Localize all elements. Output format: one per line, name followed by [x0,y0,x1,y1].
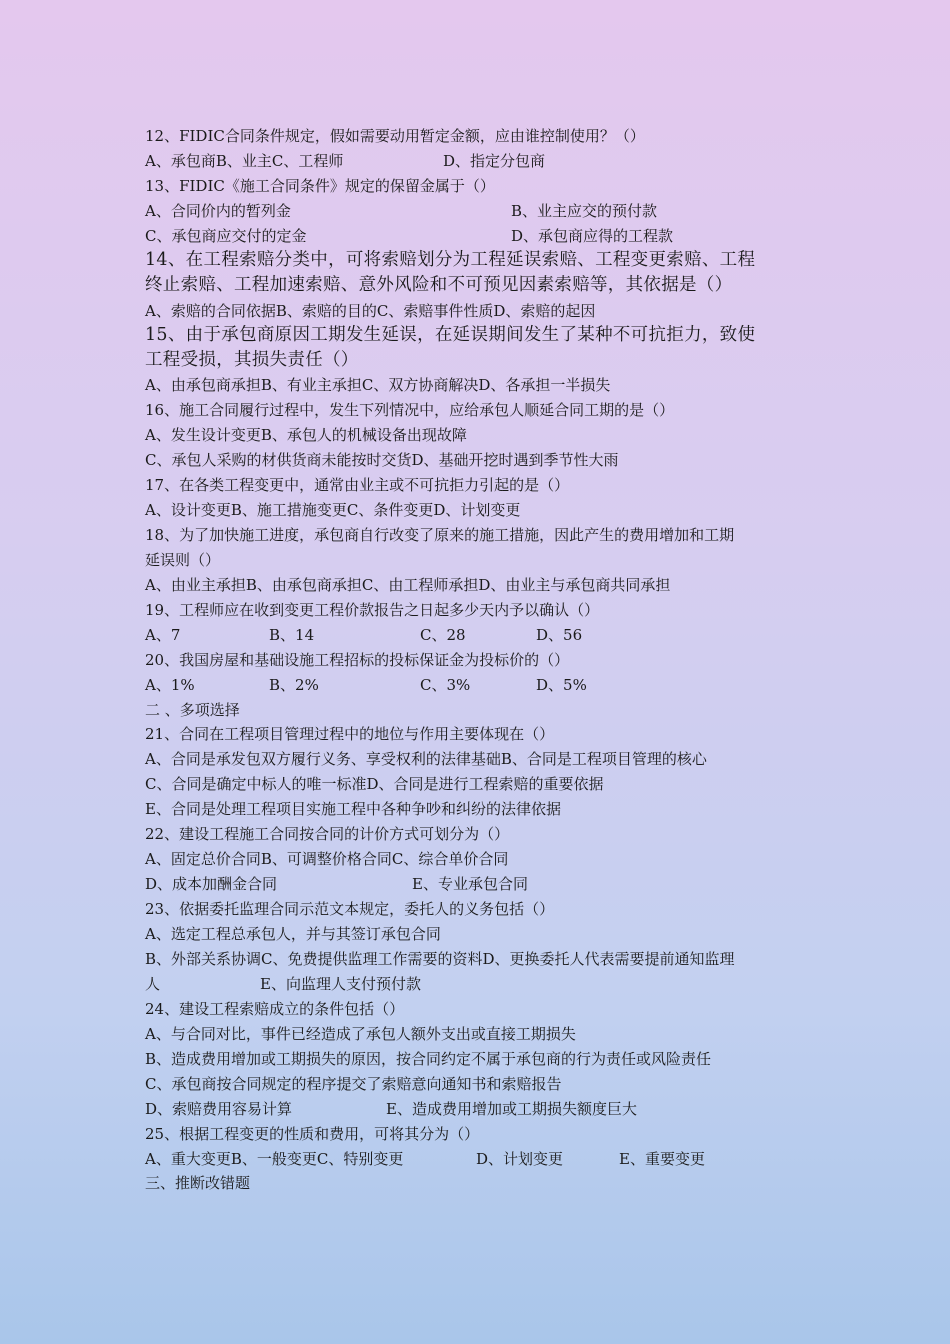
question-20: 20、我国房屋和基础设施工程招标的投标保证金为投标价的（） [145,651,570,669]
question-16: 16、施工合同履行过程中，发生下列情况中，应给承包人顺延合同工期的是（） [145,401,675,419]
question-24-option-a: A、与合同对比，事件已经造成了承包人额外支出或直接工期损失 [145,1025,576,1043]
option: D、计划变更 [476,1150,564,1168]
option: B、2% [269,676,319,694]
option: A、7 [145,626,181,644]
question-13: 13、FIDIC《施工合同条件》规定的保留金属于（） [145,177,495,195]
option: D、56 [536,626,583,644]
option: E、向监理人支付预付款 [260,975,421,993]
option: D、指定分包商 [443,152,546,170]
option: B、业主应交的预付款 [511,202,658,220]
question-17: 17、在各类工程变更中，通常由业主或不可抗拒力引起的是（） [145,476,570,494]
option: A、承包商B、业主C、工程师 [145,152,344,170]
option: D、5% [536,676,587,694]
question-21: 21、合同在工程项目管理过程中的地位与作用主要体现在（） [145,725,555,743]
question-16-options-cd: C、承包人采购的材供货商未能按时交货D、基础开挖时遇到季节性大雨 [145,451,619,469]
question-24-option-b: B、造成费用增加或工期损失的原因，按合同约定不属于承包商的行为责任或风险责任 [145,1050,712,1068]
option: A、合同价内的暂列金 [145,202,291,220]
question-15-options: A、由承包商承担B、有业主承担C、双方协商解决D、各承担一半损失 [145,376,611,394]
option: D、成本加酬金合同 [145,875,278,893]
option: A、重大变更B、一般变更C、特别变更 [145,1150,404,1168]
question-17-options: A、设计变更B、施工措施变更C、条件变更D、计划变更 [145,501,521,519]
option: D、承包商应得的工程款 [511,227,674,245]
question-15-line-1: 15、由于承包商原因工期发生延误，在延误期间发生了某种不可抗拒力，致使 [145,325,756,345]
option: A、1% [145,676,195,694]
question-25: 25、根据工程变更的性质和费用，可将其分为（） [145,1125,480,1143]
option: D、索赔费用容易计算 [145,1100,293,1118]
question-14-options: A、索赔的合同依据B、索赔的目的C、索赔事件性质D、索赔的起因 [145,302,596,320]
question-14-line-2: 终止索赔、工程加速索赔、意外风险和不可预见因素索赔等，其依据是（） [145,275,733,295]
question-16-options-ab: A、发生设计变更B、承包人的机械设备出现故障 [145,426,467,444]
question-22-options-abc: A、固定总价合同B、可调整价格合同C、综合单价合同 [145,850,509,868]
question-18-line-1: 18、为了加快施工进度，承包商自行改变了原来的施工措施，因此产生的费用增加和工期 [145,526,735,544]
option: C、28 [420,626,466,644]
question-14-line-1: 14、在工程索赔分类中，可将索赔划分为工程延误索赔、工程变更索赔、工程 [145,250,756,270]
question-21-options-ab: A、合同是承发包双方履行义务、享受权利的法律基础B、合同是工程项目管理的核心 [145,750,707,768]
option: B、14 [269,626,315,644]
question-18-line-2: 延误则（） [145,551,221,569]
option-continuation: 人 [145,975,161,993]
question-23-option-a: A、选定工程总承包人，并与其签订承包合同 [145,925,441,943]
option: C、3% [420,676,471,694]
question-22: 22、建设工程施工合同按合同的计价方式可划分为（） [145,825,510,843]
question-15-line-2: 工程受损，其损失责任（） [145,350,359,370]
option: E、专业承包合同 [412,875,528,893]
question-24-option-c: C、承包商按合同规定的程序提交了索赔意向通知书和索赔报告 [145,1075,562,1093]
question-18-options: A、由业主承担B、由承包商承担C、由工程师承担D、由业主与承包商共同承担 [145,576,671,594]
question-21-options-cd: C、合同是确定中标人的唯一标准D、合同是进行工程索赔的重要依据 [145,775,604,793]
option: E、造成费用增加或工期损失额度巨大 [386,1100,637,1118]
section-heading-multiple-choice: 二 、多项选择 [145,701,240,719]
option: E、重要变更 [619,1150,705,1168]
question-19: 19、工程师应在收到变更工程价款报告之日起多少天内予以确认（） [145,601,600,619]
question-23-options-bcd: B、外部关系协调C、免费提供监理工作需要的资料D、更换委托人代表需要提前通知监理 [145,950,735,968]
question-23: 23、依据委托监理合同示范文本规定，委托人的义务包括（） [145,900,555,918]
question-21-option-e: E、合同是处理工程项目实施工程中各种争吵和纠纷的法律依据 [145,800,561,818]
question-24: 24、建设工程索赔成立的条件包括（） [145,1000,405,1018]
section-heading-correction: 三、推断改错题 [145,1174,251,1192]
question-12: 12、FIDIC合同条件规定，假如需要动用暂定金额，应由谁控制使用？（） [145,127,645,145]
option: C、承包商应交付的定金 [145,227,307,245]
